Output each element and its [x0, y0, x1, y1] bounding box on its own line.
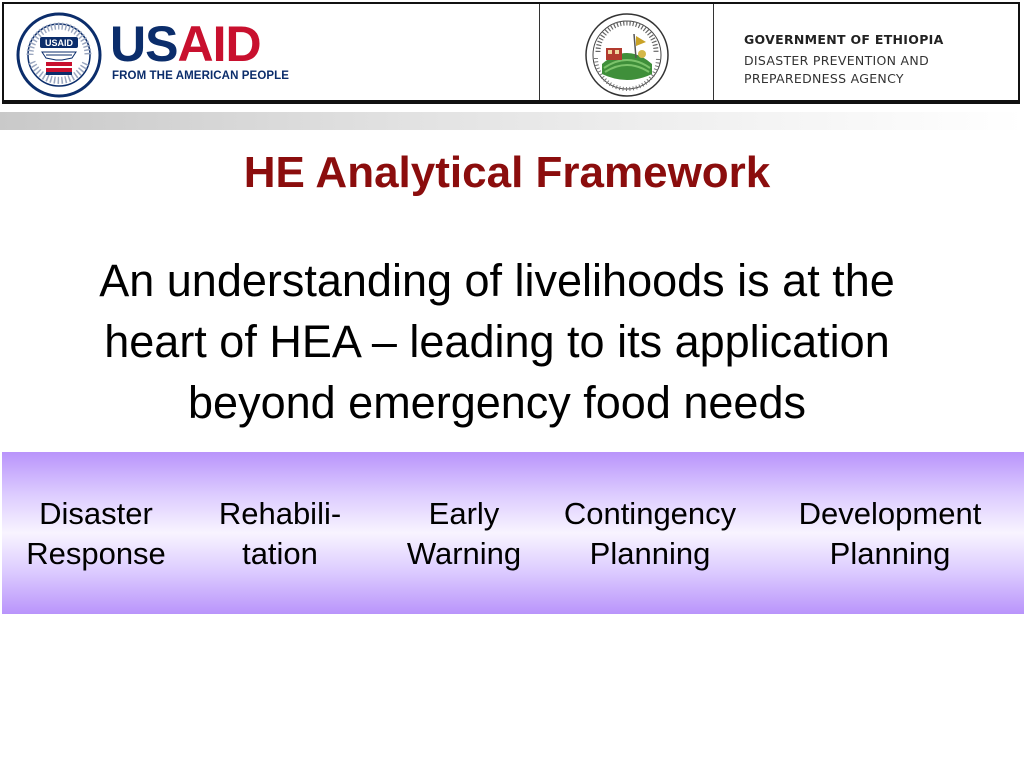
- application-disaster-response: [18, 494, 174, 574]
- header-divider-bar: [0, 112, 1024, 130]
- application-line2: Warning: [406, 536, 522, 571]
- application-line2: Planning: [829, 536, 951, 571]
- body-line-1: An understanding of livelihoods is at the: [99, 255, 895, 306]
- usaid-wordmark: [110, 18, 310, 88]
- government-cell: [714, 4, 1018, 100]
- agency-name-line1: DISASTER PREVENTION AND: [744, 53, 929, 68]
- application-contingency-planning: [552, 494, 748, 574]
- application-rehabilitation: [206, 494, 354, 574]
- application-line1: Early: [428, 496, 500, 531]
- application-line1: Disaster: [39, 496, 153, 531]
- header-banner: [2, 2, 1020, 104]
- application-line1: Rehabili-: [218, 496, 342, 531]
- application-line1: Development: [798, 496, 982, 531]
- application-line2: tation: [242, 536, 318, 571]
- svg-text:USAID: USAID: [44, 38, 74, 48]
- application-development-planning: [784, 494, 996, 574]
- application-line1: Contingency: [563, 496, 737, 531]
- application-early-warning: [394, 494, 534, 574]
- agency-name-line2: PREPAREDNESS AGENCY: [744, 71, 904, 86]
- slide-title: HE Analytical Framework: [243, 148, 771, 197]
- usaid-wordmark-aid: AID: [177, 16, 261, 72]
- usaid-seal-icon: [16, 12, 102, 98]
- usaid-tagline: FROM THE AMERICAN PEOPLE: [112, 70, 290, 82]
- agency-name: [744, 52, 1004, 88]
- body-line-3: beyond emergency food needs: [188, 377, 806, 428]
- application-line2: Planning: [589, 536, 711, 571]
- ethiopia-agency-emblem-icon: [584, 12, 670, 98]
- body-line-2: heart of HEA – leading to its application: [104, 316, 890, 367]
- slide-body-text: [20, 250, 974, 433]
- ethiopia-emblem-cell: [540, 4, 714, 100]
- usaid-logo-cell: [4, 4, 540, 100]
- application-line2: Response: [26, 536, 166, 571]
- usaid-wordmark-us: US: [110, 16, 178, 72]
- usaid-wordmark-text: [110, 18, 261, 70]
- government-title: GOVERNMENT OF ETHIOPIA: [744, 32, 944, 47]
